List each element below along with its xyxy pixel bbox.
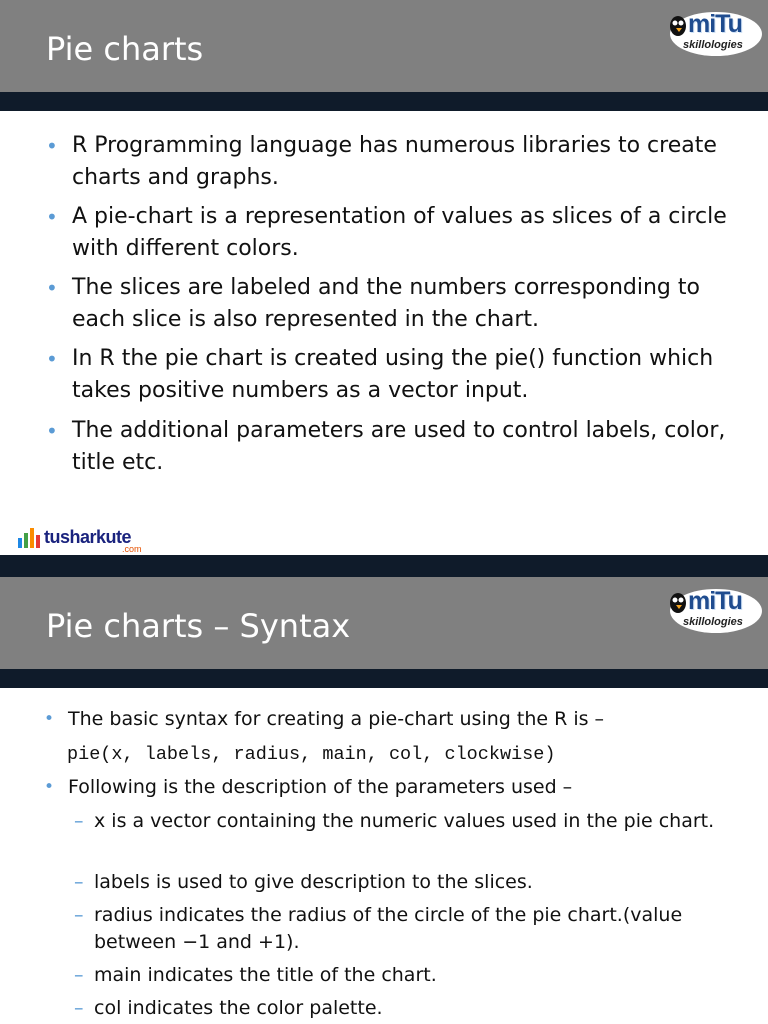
- bullet-icon: •: [46, 347, 58, 371]
- bullet-text: The slices are labeled and the numbers corresponding to each slice is also represented in the chart.: [72, 275, 700, 332]
- slide-2-title: Pie charts – Syntax: [46, 607, 351, 645]
- bullet-text: In R the pie chart is created using the pie() function which takes positive numbers as a vector input.: [72, 346, 714, 403]
- bullet-item: [46, 130, 752, 194]
- bullet-item: [46, 201, 752, 265]
- dash-icon: –: [74, 997, 84, 1019]
- slide-2-header: [0, 577, 768, 669]
- param-item: [74, 902, 744, 956]
- bullet-text: The additional parameters are used to control labels, color, title etc.: [72, 418, 726, 475]
- bullet-item: [44, 706, 748, 733]
- description-text: Following is the description of the parameters used –: [68, 776, 573, 798]
- logo-tagline: skillologies: [683, 616, 743, 628]
- header-divider: [0, 92, 768, 111]
- param-item: [74, 808, 744, 835]
- slide-1-title: Pie charts: [46, 30, 204, 68]
- slide-2: [0, 577, 768, 1024]
- dash-icon: –: [74, 904, 84, 926]
- bullet-item: [46, 272, 752, 336]
- dash-icon: –: [74, 871, 84, 893]
- intro-text: The basic syntax for creating a pie-chart using the R is –: [68, 708, 605, 730]
- bullet-item: [46, 415, 752, 479]
- param-text: main indicates the title of the chart.: [94, 964, 437, 986]
- bullet-icon: •: [44, 709, 55, 729]
- dash-icon: –: [74, 964, 84, 986]
- param-item: [74, 995, 744, 1022]
- tusharkute-logo: [16, 524, 156, 554]
- param-item: [74, 962, 744, 989]
- bar-chart-icon: [16, 524, 44, 550]
- mitu-logo: [664, 583, 764, 637]
- bullet-icon: •: [46, 134, 58, 158]
- bullet-item: [44, 774, 748, 801]
- slide-1-header: [0, 0, 768, 92]
- slide-separator: [0, 555, 768, 577]
- bullet-icon: •: [46, 205, 58, 229]
- mitu-logo: [664, 6, 764, 60]
- dash-icon: –: [74, 810, 84, 832]
- param-text: col indicates the color palette.: [94, 997, 383, 1019]
- bullet-icon: •: [44, 777, 55, 797]
- bullet-text: A pie-chart is a representation of values as slices of a circle with different colors.: [72, 204, 727, 261]
- bullet-item: [46, 343, 752, 407]
- tusharkute-domain: .com: [122, 544, 142, 554]
- logo-brand: miTu: [688, 10, 742, 38]
- logo-tagline: skillologies: [683, 39, 743, 51]
- bullet-icon: •: [46, 276, 58, 300]
- syntax-code: pie(x, labels, radius, main, col, clockwise): [67, 744, 556, 765]
- param-text: labels is used to give description to the slices.: [94, 871, 533, 893]
- bullet-icon: •: [46, 419, 58, 443]
- tusharkute-name: tusharkute: [44, 527, 132, 547]
- bullet-text: R Programming language has numerous libraries to create charts and graphs.: [72, 133, 717, 190]
- param-text: x is a vector containing the numeric values used in the pie chart.: [94, 810, 715, 832]
- header-divider: [0, 669, 768, 688]
- logo-brand: miTu: [688, 587, 742, 615]
- param-item: [74, 869, 744, 896]
- param-text: radius indicates the radius of the circle of the pie chart.(value between −1 and +1).: [94, 904, 683, 953]
